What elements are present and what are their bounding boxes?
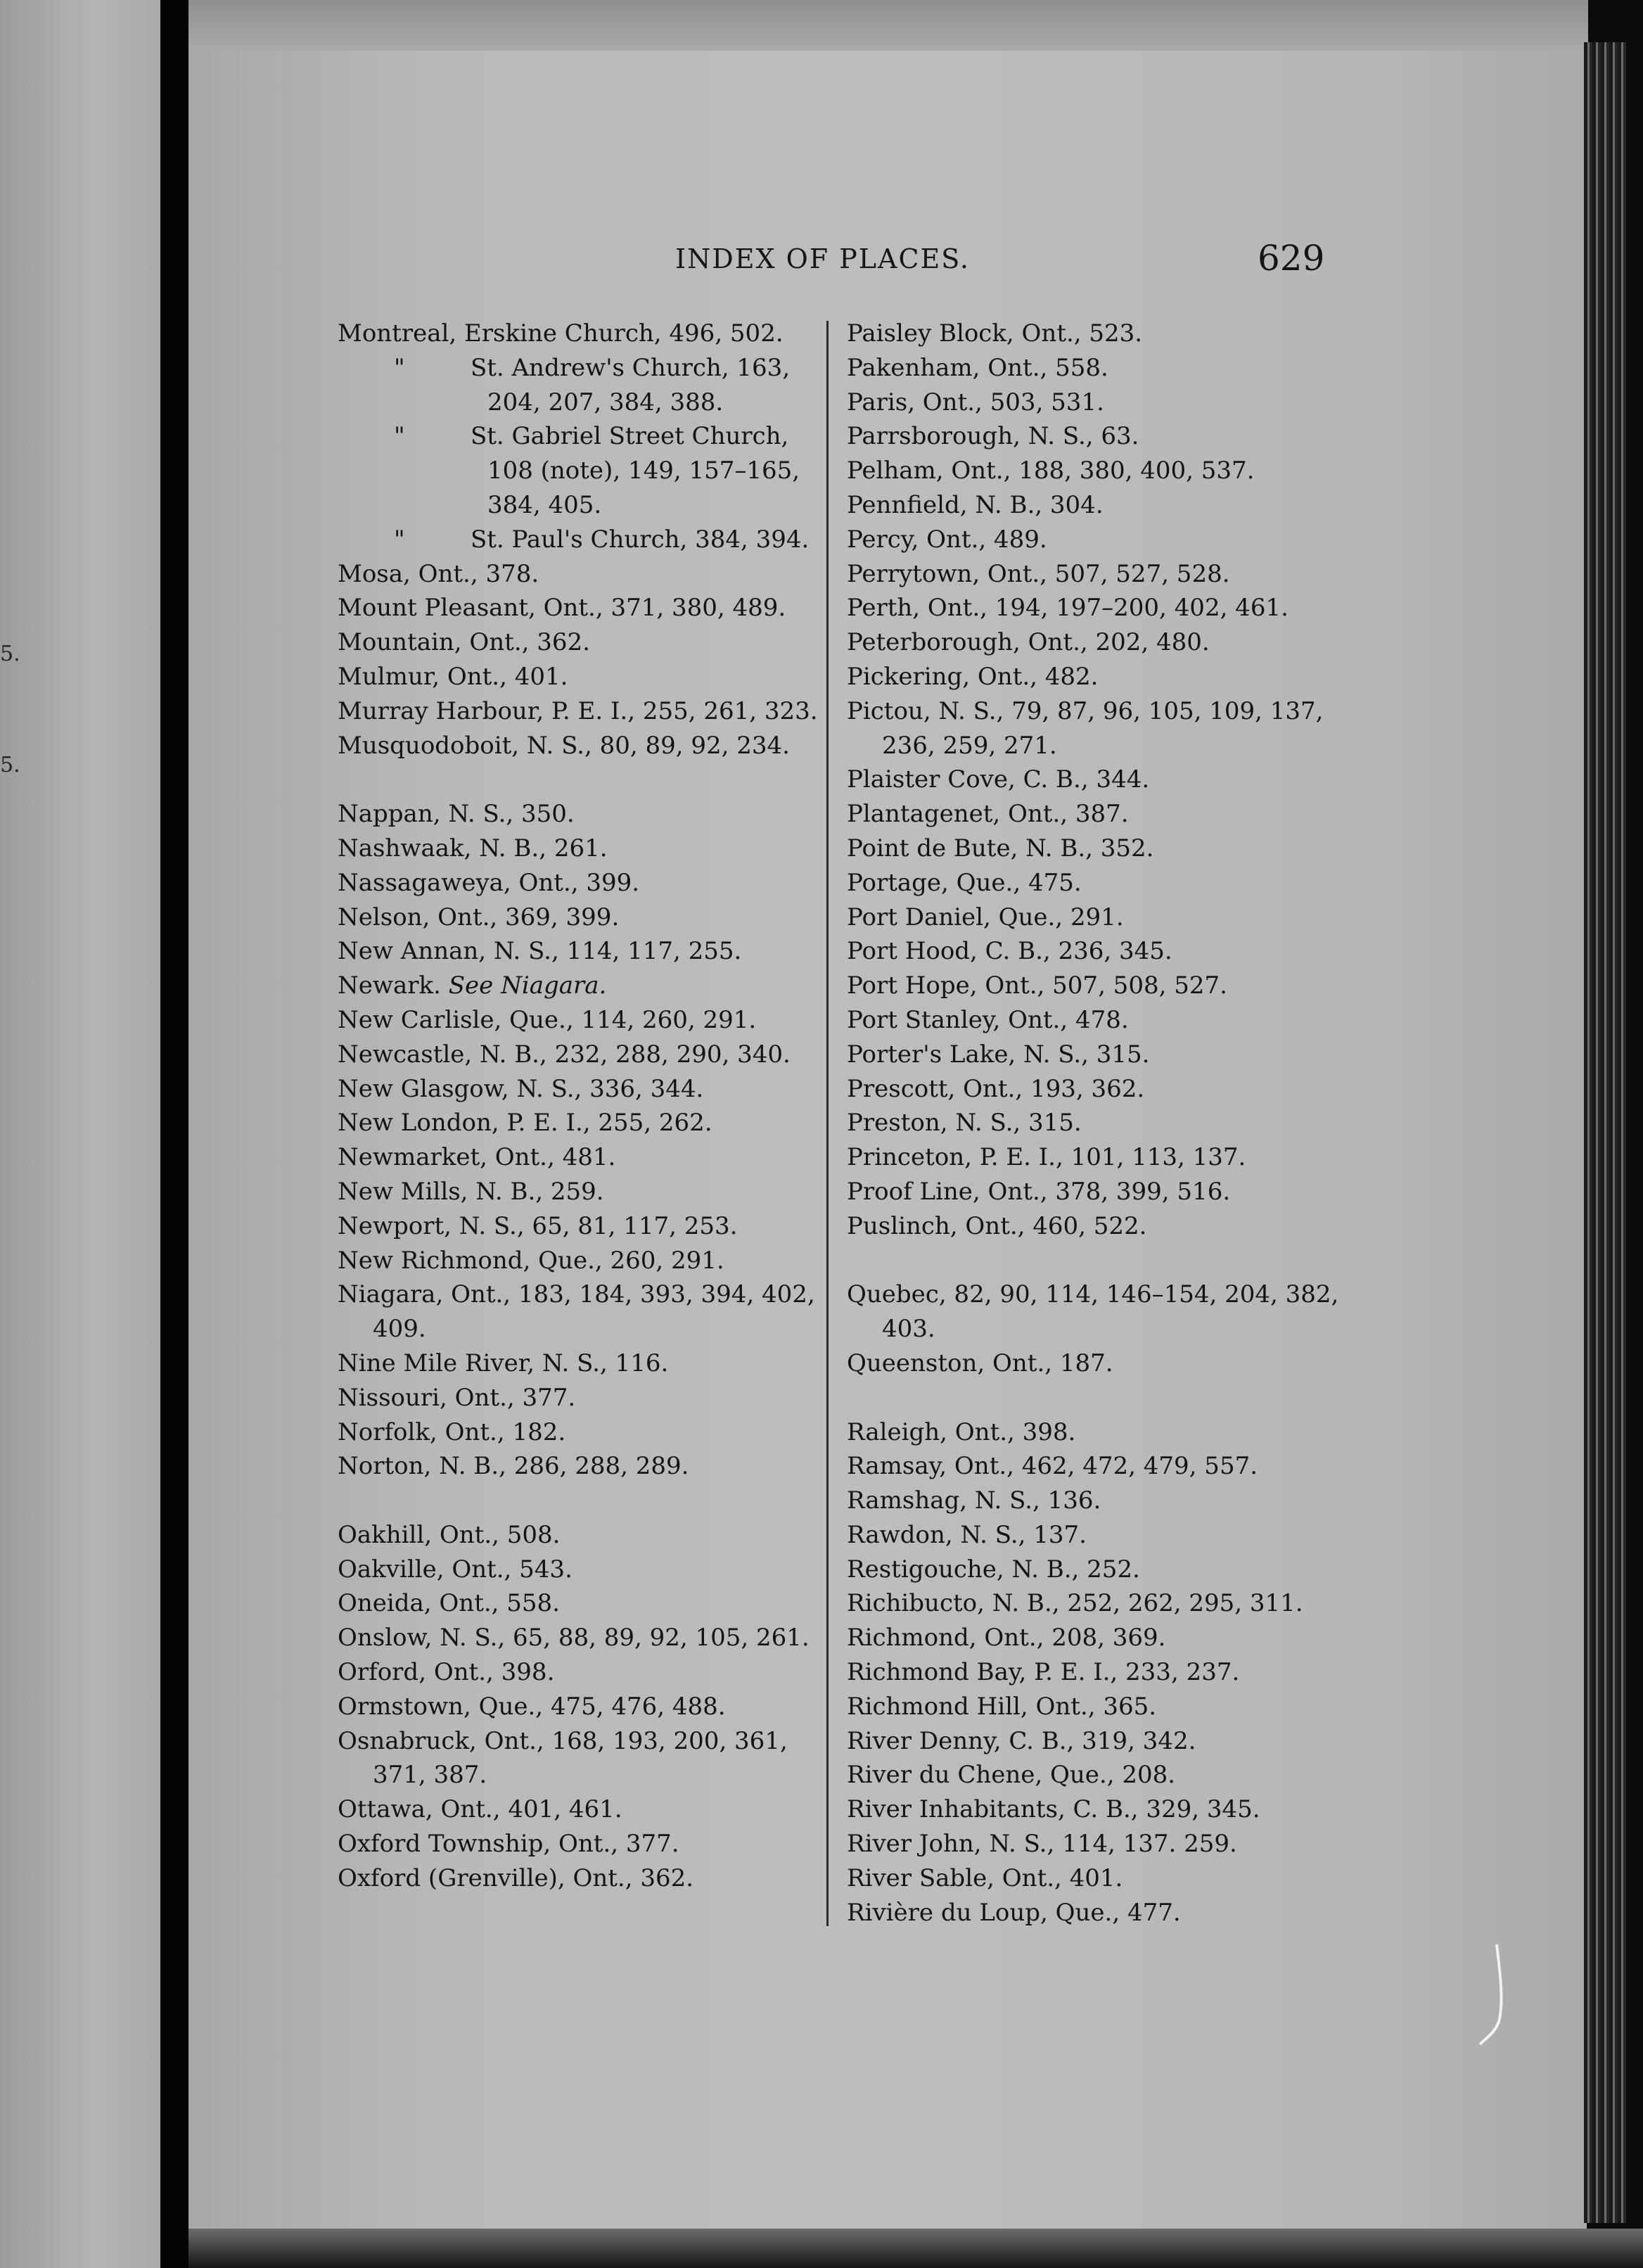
index-column-left [338, 317, 826, 1896]
letter-group-gap [847, 1381, 1339, 1415]
index-entry: Pictou, N. S., 79, 87, 96, 105, 109, 137, 236, 259, 271. [847, 696, 1324, 760]
index-entry: Oakhill, Ont., 508. [338, 1520, 561, 1549]
index-entry: Onslow, N. S., 65, 88, 89, 92, 105, 261. [338, 1624, 810, 1652]
index-entry: River du Chene, Que., 208. [847, 1761, 1176, 1790]
index-entry: Peterborough, Ont., 202, 480. [847, 628, 1210, 657]
index-entry: Oxford (Grenville), Ont., 362. [338, 1864, 694, 1892]
index-entry: Paris, Ont., 503, 531. [847, 388, 1104, 416]
index-entry: New Richmond, Que., 260, 291. [338, 1246, 724, 1275]
index-entry: Mulmur, Ont., 401. [338, 662, 568, 691]
index-entry: Orford, Ont., 398. [338, 1658, 555, 1687]
page-fore-edge [1584, 42, 1626, 2223]
index-subentry [338, 419, 826, 522]
pencil-mark-icon [1476, 1942, 1511, 2047]
index-entry: Prescott, Ont., 193, 362. [847, 1074, 1145, 1103]
index-entry: Plaister Cove, C. B., 344. [847, 765, 1150, 794]
index-entry: New Glasgow, N. S., 336, 344. [338, 1074, 704, 1103]
index-entry: Nappan, N. S., 350. [338, 800, 575, 829]
index-entry: Murray Harbour, P. E. I., 255, 261, 323. [338, 696, 818, 725]
index-entry: Raleigh, Ont., 398. [847, 1418, 1076, 1446]
subentry-text: St. Gabriel Street Church, 108 (note), 149, 157–165, 384, 405. [470, 422, 800, 519]
index-entry: Ramsay, Ont., 462, 472, 479, 557. [847, 1452, 1258, 1481]
index-entry: Queenston, Ont., 187. [847, 1349, 1113, 1377]
entry-heading: Newark. [338, 971, 441, 1000]
index-entry: Mount Pleasant, Ont., 371, 380, 489. [338, 594, 786, 623]
index-entry: Perth, Ont., 194, 197–200, 402, 461. [847, 594, 1289, 623]
index-entry: Richibucto, N. B., 252, 262, 295, 311. [847, 1589, 1303, 1618]
letter-group-gap [847, 1244, 1339, 1278]
running-header: INDEX OF PLACES. [675, 243, 971, 274]
index-entry: River Sable, Ont., 401. [847, 1864, 1123, 1892]
facing-page-fragments [0, 0, 20, 2268]
page-bottom-shadow [188, 2229, 1643, 2268]
index-entry: Musquodoboit, N. S., 80, 89, 92, 234. [338, 731, 790, 760]
index-entry: Nine Mile River, N. S., 116. [338, 1349, 669, 1377]
index-entry: Proof Line, Ont., 378, 399, 516. [847, 1177, 1231, 1206]
index-entry: Norfolk, Ont., 182. [338, 1418, 566, 1446]
index-entry: Nassagaweya, Ont., 399. [338, 868, 640, 897]
index-subentry [338, 351, 826, 420]
index-entry: New Annan, N. S., 114, 117, 255. [338, 937, 742, 966]
index-entry: Richmond Bay, P. E. I., 233, 237. [847, 1658, 1240, 1687]
ditto-mark: " [394, 422, 405, 451]
index-entry: Puslinch, Ont., 460, 522. [847, 1211, 1147, 1240]
index-entry: Portage, Que., 475. [847, 868, 1082, 897]
index-entry: Nelson, Ont., 369, 399. [338, 903, 620, 931]
index-entry: Quebec, 82, 90, 114, 146–154, 204, 382, 403. [847, 1280, 1339, 1344]
index-entry: River Denny, C. B., 319, 342. [847, 1726, 1196, 1755]
index-entry: Restigouche, N. B., 252. [847, 1555, 1140, 1584]
index-entry: New Carlisle, Que., 114, 260, 291. [338, 1005, 757, 1034]
index-entry: Princeton, P. E. I., 101, 113, 137. [847, 1143, 1246, 1172]
index-entry: Norton, N. B., 286, 288, 289. [338, 1452, 689, 1481]
index-entry: Oakville, Ont., 543. [338, 1555, 573, 1584]
subentry-text: St. Andrew's Church, 163, 204, 207, 384, 388. [470, 353, 791, 416]
index-entry: New London, P. E. I., 255, 262. [338, 1109, 712, 1138]
index-entry: Oxford Township, Ont., 377. [338, 1830, 679, 1859]
letter-group-gap [338, 1484, 826, 1518]
index-entry [338, 969, 826, 1003]
page-number: 629 [1258, 238, 1325, 279]
index-entry: Porter's Lake, N. S., 315. [847, 1040, 1150, 1069]
index-entry: River Inhabitants, C. B., 329, 345. [847, 1795, 1260, 1824]
index-entry: Nissouri, Ont., 377. [338, 1383, 576, 1412]
index-entry: Richmond, Ont., 208, 369. [847, 1624, 1166, 1652]
index-entry: Point de Bute, N. B., 352. [847, 834, 1154, 862]
ditto-mark: " [394, 525, 405, 554]
page-top-shadow [188, 0, 1588, 51]
index-entry: Newcastle, N. B., 232, 288, 290, 340. [338, 1040, 791, 1069]
index-entry: Rawdon, N. S., 137. [847, 1520, 1087, 1549]
ditto-mark: " [394, 353, 405, 382]
index-entry: Ramshag, N. S., 136. [847, 1486, 1101, 1515]
index-entry: Osnabruck, Ont., 168, 193, 200, 361, 371, 387. [338, 1726, 788, 1790]
index-entry: Ormstown, Que., 475, 476, 488. [338, 1692, 726, 1721]
index-column-right [847, 317, 1339, 1930]
index-subentry [338, 523, 826, 557]
index-entry: Oneida, Ont., 558. [338, 1589, 560, 1618]
index-entry: Plantagenet, Ont., 387. [847, 800, 1129, 829]
index-entry: Montreal, Erskine Church, 496, 502. [338, 319, 784, 348]
facing-page-mark: 5. [0, 642, 20, 666]
subentry-text: St. Paul's Church, 384, 394. [470, 525, 810, 554]
index-entry: Port Daniel, Que., 291. [847, 903, 1124, 931]
index-entry: Port Stanley, Ont., 478. [847, 1005, 1129, 1034]
index-entry: Port Hood, C. B., 236, 345. [847, 937, 1172, 966]
cross-reference: See Niagara. [448, 971, 607, 1000]
facing-page-edge [0, 0, 160, 2268]
index-entry: Pelham, Ont., 188, 380, 400, 537. [847, 457, 1255, 485]
index-entry: Perrytown, Ont., 507, 527, 528. [847, 559, 1230, 588]
letter-group-gap [338, 763, 826, 797]
index-entry: Pickering, Ont., 482. [847, 662, 1099, 691]
index-entry: Newport, N. S., 65, 81, 117, 253. [338, 1211, 738, 1240]
index-entry: New Mills, N. B., 259. [338, 1177, 604, 1206]
index-entry: Richmond Hill, Ont., 365. [847, 1692, 1157, 1721]
index-entry: Nashwaak, N. B., 261. [338, 834, 608, 862]
index-entry: Port Hope, Ont., 507, 508, 527. [847, 971, 1227, 1000]
facing-page-mark: 5. [0, 753, 20, 777]
index-entry: Niagara, Ont., 183, 184, 393, 394, 402, 409. [338, 1280, 815, 1344]
index-entry: Newmarket, Ont., 481. [338, 1143, 616, 1172]
index-entry: Parrsborough, N. S., 63. [847, 422, 1139, 451]
index-entry: Percy, Ont., 489. [847, 525, 1047, 554]
book-gutter [160, 0, 190, 2268]
index-entry: Pakenham, Ont., 558. [847, 353, 1108, 382]
index-entry: Ottawa, Ont., 401, 461. [338, 1795, 622, 1824]
index-entry: River John, N. S., 114, 137. 259. [847, 1830, 1237, 1859]
index-entry: Mountain, Ont., 362. [338, 628, 590, 657]
index-entry: Rivière du Loup, Que., 477. [847, 1898, 1181, 1927]
index-entry: Pennfield, N. B., 304. [847, 490, 1104, 519]
column-divider [826, 321, 829, 1926]
index-entry: Mosa, Ont., 378. [338, 559, 539, 588]
index-entry: Paisley Block, Ont., 523. [847, 319, 1143, 348]
index-entry: Preston, N. S., 315. [847, 1109, 1082, 1138]
